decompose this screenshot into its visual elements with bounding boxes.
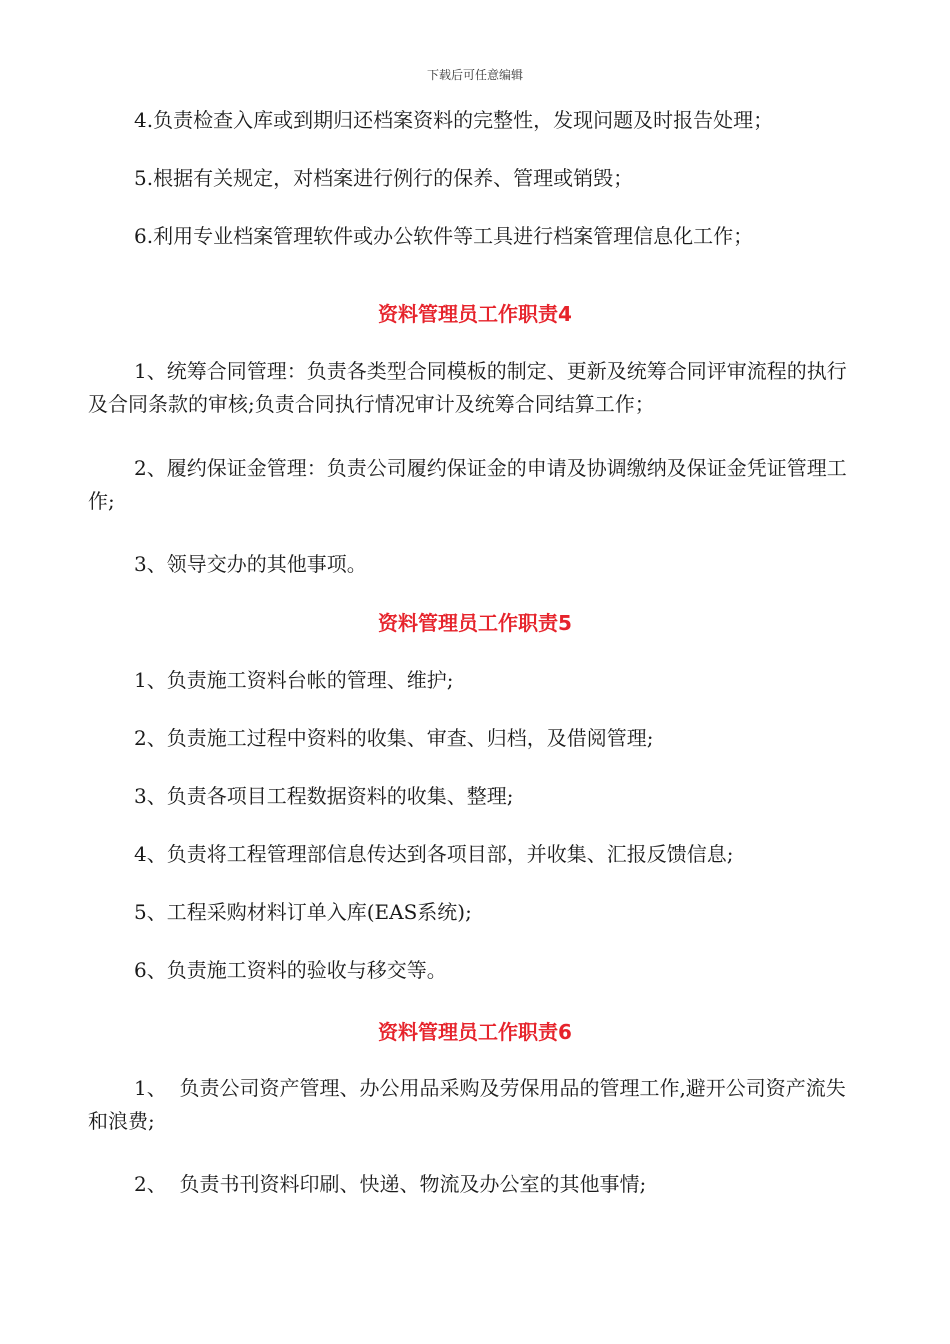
section6-item-1: 1、 负责公司资产管理、办公用品采购及劳保用品的管理工作,避开公司资产流失和浪费;	[88, 1076, 846, 1133]
section5-item-4: 4、负责将工程管理部信息传达到各项目部，并收集、汇报反馈信息;	[134, 842, 734, 866]
section4-item-2: 2、履约保证金管理：负责公司履约保证金的申请及协调缴纳及保证金凭证管理工作;	[88, 456, 847, 513]
section6-item-2: 2、 负责书刊资料印刷、快递、物流及办公室的其他事情;	[134, 1172, 647, 1196]
section6-title: 资料管理员工作职责6	[378, 1020, 572, 1044]
section5-title: 资料管理员工作职责5	[378, 611, 572, 635]
section5-item-1: 1、负责施工资料台帐的管理、维护;	[134, 668, 454, 692]
section5-item-6: 6、负责施工资料的验收与移交等。	[134, 958, 447, 982]
section4-item-1: 1、统筹合同管理：负责各类型合同模板的制定、更新及统筹合同评审流程的执行及合同条款的审核;负责合同执行情况审计及统筹合同结算工作；	[88, 359, 847, 416]
section4-item-3: 3、领导交办的其他事项。	[134, 552, 367, 576]
section3-item-6: 6.利用专业档案管理软件或办公软件等工具进行档案管理信息化工作；	[134, 224, 754, 248]
page-header: 下载后可任意编辑	[426, 68, 523, 82]
section3-item-4: 4.负责检查入库或到期归还档案资料的完整性，发现问题及时报告处理；	[134, 108, 774, 132]
section3-item-5: 5.根据有关规定，对档案进行例行的保养、管理或销毁；	[134, 166, 634, 190]
section5-item-5: 5、工程采购材料订单入库(EAS系统);	[134, 900, 472, 924]
section5-item-3: 3、负责各项目工程数据资料的收集、整理;	[134, 784, 514, 808]
section4-title: 资料管理员工作职责4	[378, 302, 572, 326]
section5-item-2: 2、负责施工过程中资料的收集、审查、归档，及借阅管理;	[134, 726, 654, 750]
